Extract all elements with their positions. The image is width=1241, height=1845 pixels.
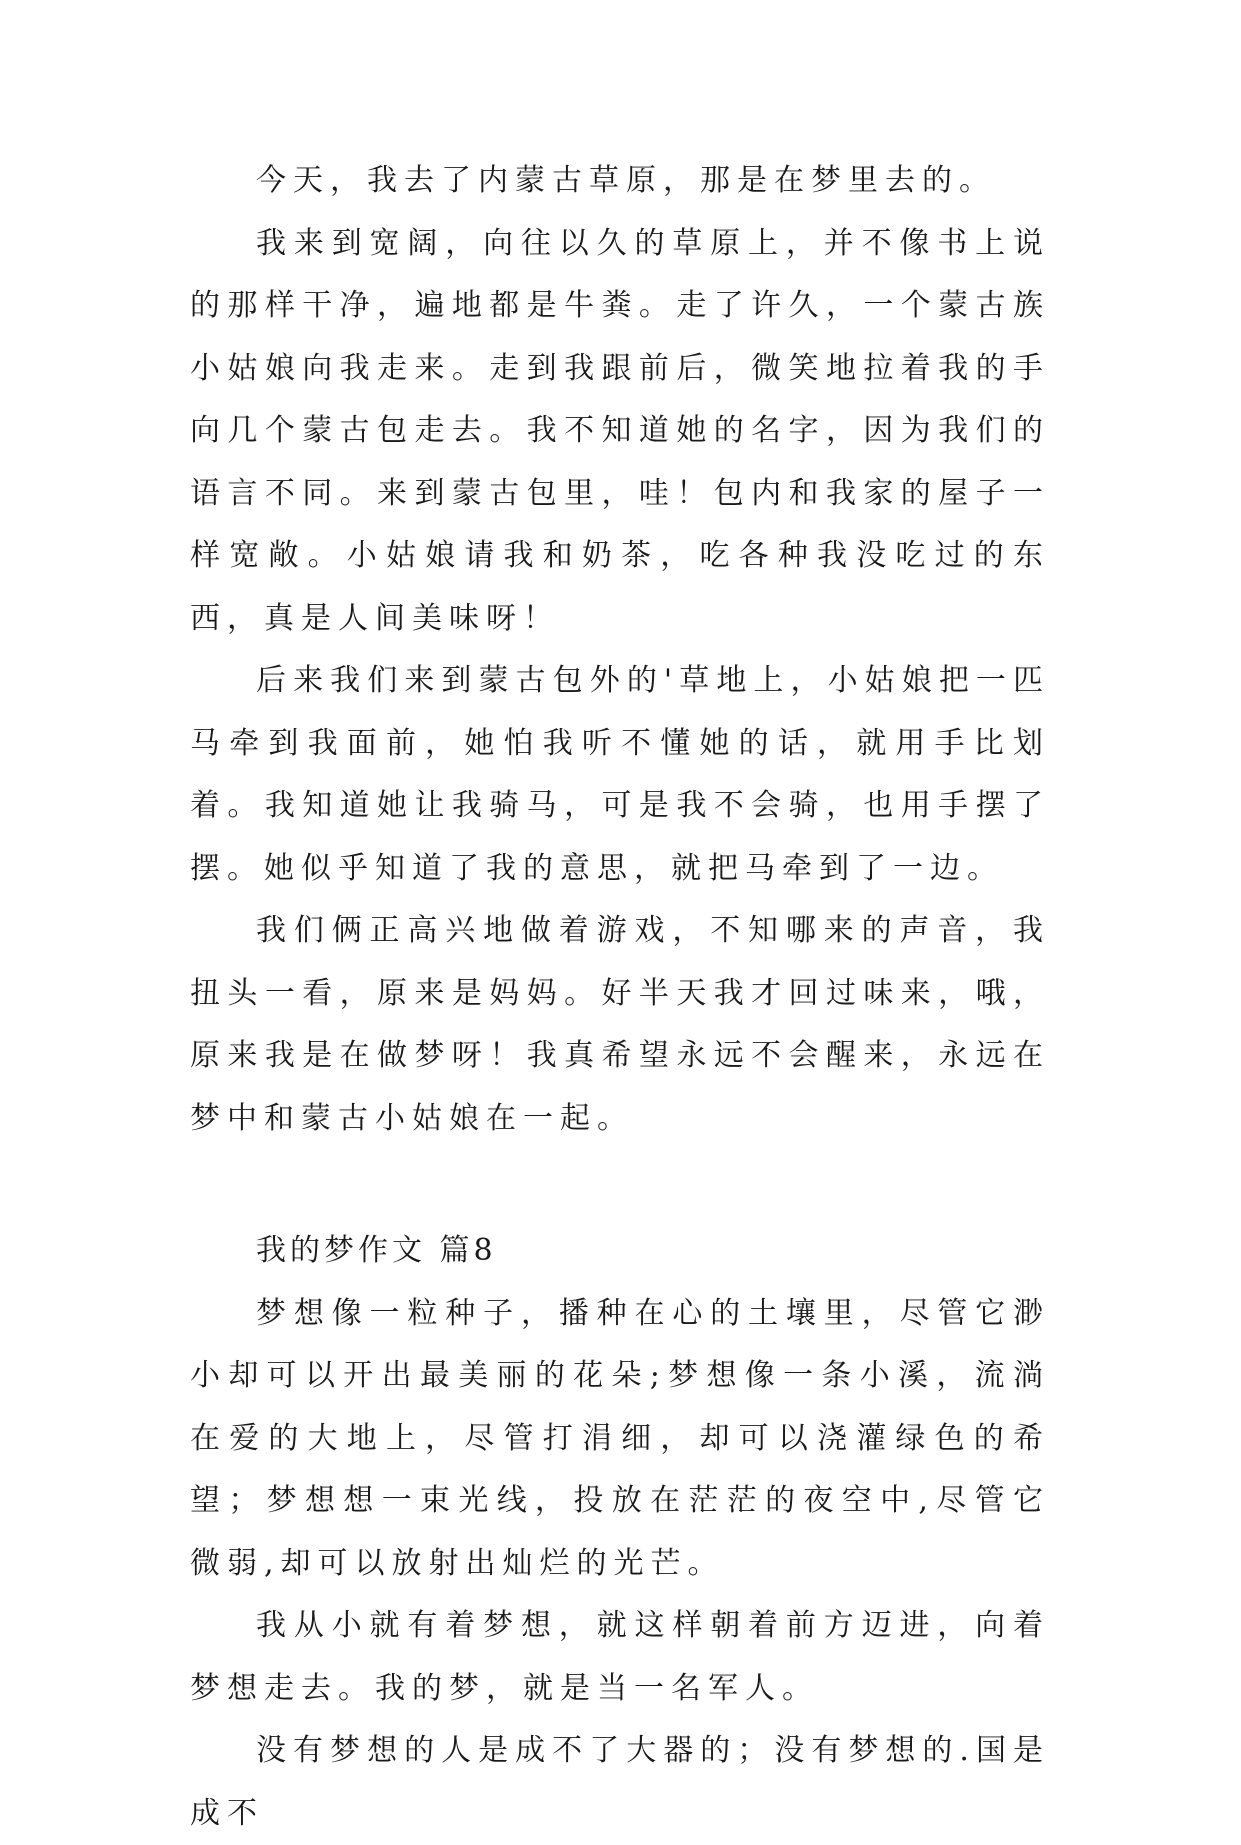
paragraph-wake-up: 我们俩正高兴地做着游戏，不知哪来的声音，我扭头一看，原来是妈妈。好半天我才回过味来，哦，原来我是在做梦呀！我真希望永远不会醒来，永远在梦中和蒙古小姑娘在一起。: [190, 913, 1050, 1136]
section-heading: 我的梦作文 篇8: [256, 1233, 497, 1268]
paragraph-grassland-arrival: 我来到宽阔，向往以久的草原上，并不像书上说的那样干净，遍地都是牛粪。走了许久，一个蒙古族小姑娘向我走来。走到我跟前后，微笑地拉着我的手向几个蒙古包走去。我不知道她的名字，因为我们的语言不同。来到蒙古包里，哇！包内和我家的屋子一样宽敞。小姑娘请我和奶茶，吃各种我没吃过的东西，真是人间美味呀！: [190, 225, 1050, 636]
paragraph-soldier-dream: 我从小就有着梦想，就这样朝着前方迈进，向着梦想走去。我的梦，就是当一名军人。: [190, 1608, 1050, 1706]
document-page: [190, 150, 1050, 1845]
paragraph-dream-metaphor: 梦想像一粒种子，播种在心的土壤里，尽管它渺小却可以开出最美丽的花朵;梦想像一条小溪，流淌在爱的大地上，尽管打涓细，却可以浇灌绿色的希望；梦想想一束光线，投放在茫茫的夜空中,尽管它微弱,却可以放射出灿烂的光芒。: [190, 1295, 1050, 1581]
paragraph-dream-grassland-intro: 今天，我去了内蒙古草原，那是在梦里去的。: [256, 163, 996, 198]
paragraph-no-dream: 没有梦想的人是成不了大器的；没有梦想的.国是成不: [190, 1733, 1050, 1831]
paragraph-horse: 后来我们来到蒙古包外的'草地上，小姑娘把一匹马牵到我面前，她怕我听不懂她的话，就用手比划着。我知道她让我骑马，可是我不会骑，也用手摆了摆。她似乎知道了我的意思，就把马牵到了一边。: [190, 663, 1050, 886]
